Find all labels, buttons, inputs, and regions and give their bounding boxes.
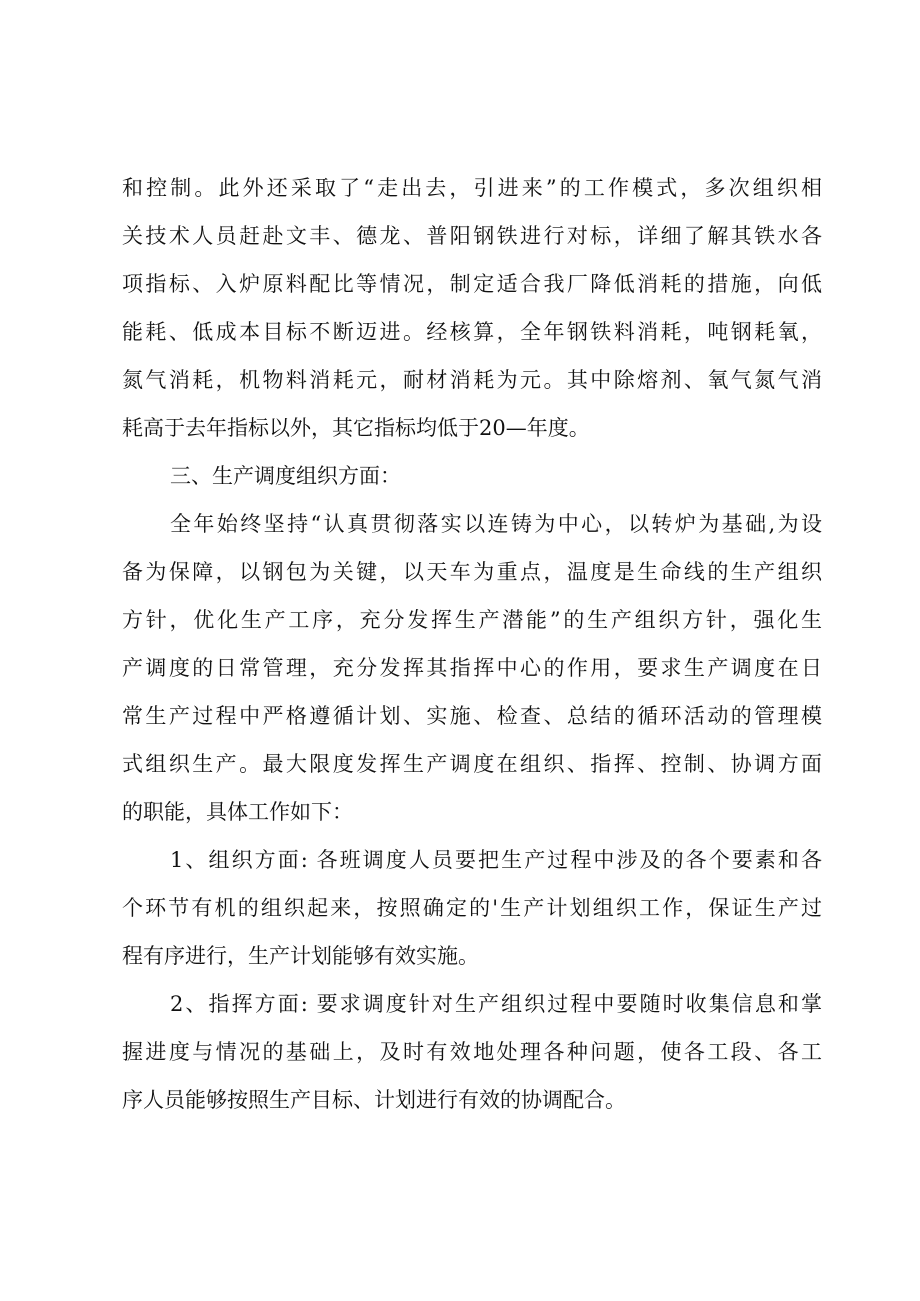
text-line: 握进度与情况的基础上，及时有效地处理各种问题，使各工段、各工 xyxy=(122,1040,822,1064)
text-line: 式组织生产。最大限度发挥生产调度在组织、指挥、控制、协调方面 xyxy=(122,752,822,776)
text-line: 常生产过程中严格遵循计划、实施、检查、总结的循环活动的管理模 xyxy=(122,704,822,728)
text-line: 能耗、低成本目标不断迈进。经核算，全年钢铁料消耗，吨钢耗氧， xyxy=(122,320,822,344)
text-line: 1、组织方面: 各班调度人员要把生产过程中涉及的各个要素和各 xyxy=(170,848,822,872)
text-line: 全年始终坚持“认真贯彻落实以连铸为中心，以转炉为基础,为设 xyxy=(170,512,822,536)
text-line: 备为保障，以钢包为关键，以天车为重点，温度是生命线的生产组织 xyxy=(122,560,822,584)
text-line: 个环节有机的组织起来，按照确定的'生产计划组织工作，保证生产过 xyxy=(122,896,822,920)
text-line: 和控制。此外还采取了“走出去，引进来”的工作模式，多次组织相 xyxy=(122,176,822,200)
text-line: 程有序进行，生产计划能够有效实施。 xyxy=(122,944,479,968)
text-line: 项指标、入炉原料配比等情况，制定适合我厂降低消耗的措施，向低 xyxy=(122,272,822,296)
text-line: 耗高于去年指标以外，其它指标均低于20—年度。 xyxy=(122,416,590,440)
text-line: 2、指挥方面: 要求调度针对生产组织过程中要随时收集信息和掌 xyxy=(170,992,822,1016)
text-line: 序人员能够按照生产目标、计划进行有效的协调配合。 xyxy=(122,1088,626,1112)
text-line: 产调度的日常管理，充分发挥其指挥中心的作用，要求生产调度在日 xyxy=(122,656,822,680)
text-line: 方针，优化生产工序，充分发挥生产潜能”的生产组织方针，强化生 xyxy=(122,608,822,632)
text-line: 关技术人员赶赴文丰、德龙、普阳钢铁进行对标，详细了解其铁水各 xyxy=(122,224,822,248)
text-line: 三、生产调度组织方面： xyxy=(170,464,401,488)
text-line: 的职能，具体工作如下： xyxy=(122,800,353,824)
text-line: 氮气消耗，机物料消耗元，耐材消耗为元。其中除熔剂、氧气氮气消 xyxy=(122,368,822,392)
document-body xyxy=(122,164,822,1124)
